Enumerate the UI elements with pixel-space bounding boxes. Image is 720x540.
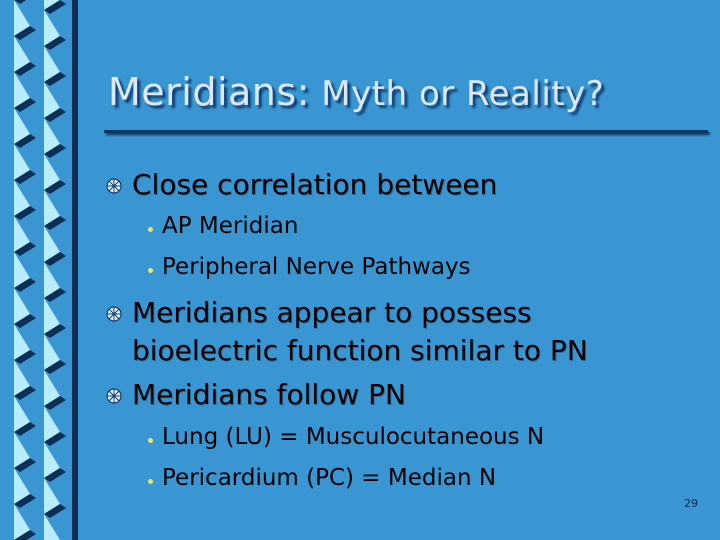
slide-title [108, 70, 604, 114]
sub-bullet-ap-meridian: AP Meridian [162, 213, 299, 239]
sub-bullet-peripheral-nerve: Peripheral Nerve Pathways [162, 254, 471, 280]
sub-bullet-dot [148, 268, 153, 273]
decorative-stripe [0, 0, 80, 540]
sub-bullet-dot [148, 438, 153, 443]
title-underline [104, 130, 708, 133]
sub-bullet-pericardium: Pericardium (PC) = Median N [162, 465, 497, 491]
sub-bullet-lung: Lung (LU) = Musculocutaneous N [162, 424, 545, 450]
sub-bullet-dot [148, 227, 153, 232]
bullet-icon [106, 388, 122, 404]
bullet-close-correlation: Close correlation between [132, 168, 498, 201]
page-number: 29 [684, 497, 698, 510]
bullet-meridians-follow: Meridians follow PN [132, 378, 406, 411]
bullet-meridians-appear-cont: bioelectric function similar to PN [132, 334, 588, 367]
bullet-icon [106, 306, 122, 322]
sub-bullet-dot [148, 479, 153, 484]
bullet-meridians-appear: Meridians appear to possess [132, 296, 532, 329]
stripe-edge [72, 0, 78, 540]
title-area [104, 62, 704, 132]
bullet-icon [106, 178, 122, 194]
title-rest: Myth or Reality? [310, 74, 605, 114]
title-main: Meridians: [108, 70, 310, 114]
